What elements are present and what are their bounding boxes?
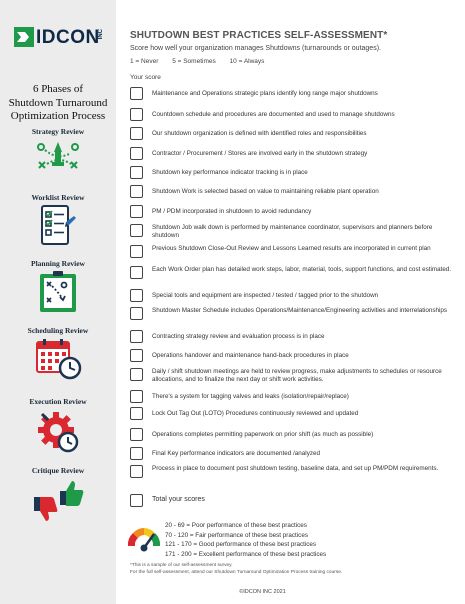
score-box[interactable] bbox=[130, 330, 143, 343]
checklist-icon bbox=[38, 204, 78, 248]
assessment-item-text: PM / PDM incorporated in shutdown to avoid redundancy bbox=[152, 208, 312, 215]
phase-execution-review bbox=[0, 397, 116, 454]
assessment-item-text: Special tools and equipment are inspected / tested / tagged prior to the shutdown bbox=[152, 292, 379, 299]
legend-poor: 20 - 69 = Poor performance of these best practices bbox=[165, 522, 307, 529]
assessment-item-text: Maintenance and Operations strategic plans identify long range major shutdowns bbox=[152, 90, 378, 97]
phase-label: Critique Review bbox=[31, 466, 85, 475]
score-box[interactable] bbox=[130, 245, 143, 258]
phase-planning-review bbox=[0, 259, 116, 316]
phase-critique-review bbox=[0, 466, 116, 523]
total-label: Total your scores bbox=[152, 496, 205, 503]
score-box[interactable] bbox=[130, 127, 143, 140]
rating-scale bbox=[130, 58, 276, 65]
idcon-logo bbox=[14, 26, 106, 48]
footnote-sample: *This is a sample of our self-assessment survey. bbox=[130, 563, 233, 568]
phase-worklist-review bbox=[0, 193, 116, 248]
score-box[interactable] bbox=[130, 205, 143, 218]
score-box[interactable] bbox=[130, 407, 143, 420]
assessment-item-text: Daily / shift shutdown meetings are held to review progress, make adjustments to schedules or resource allocations, and to finalize the next day or shift work activities. bbox=[152, 368, 442, 384]
phases-title-line: Optimization Process bbox=[10, 110, 106, 122]
score-box[interactable] bbox=[130, 428, 143, 441]
phase-label: Worklist Review bbox=[31, 193, 85, 202]
phases-title-line: 6 Phases of bbox=[32, 83, 84, 95]
phase-strategy-review bbox=[0, 127, 116, 174]
footnote-course: For the full self-assessment, attend our Shutdown Turnaround Optimization Process training course. bbox=[130, 569, 343, 575]
assessment-item-text: Operations completes permitting paperwork on prior shift (as much as possible) bbox=[152, 431, 374, 438]
score-box[interactable] bbox=[130, 368, 143, 381]
assessment-item-text: Our shutdown organization is defined with identified roles and responsibilities bbox=[152, 130, 367, 137]
score-box[interactable] bbox=[130, 166, 143, 179]
scale-never: 1 = Never bbox=[130, 58, 159, 65]
legend-excellent: 171 - 200 = Excellent performance of these best practices bbox=[165, 550, 327, 558]
score-box[interactable] bbox=[130, 266, 143, 279]
page-subtitle: Score how well your organization manages Shutdowns (turnarounds or outages). bbox=[130, 45, 381, 52]
legend-fair: 70 - 120 = Fair performance of these best practices bbox=[165, 531, 308, 539]
assessment-item-text: Previous Shutdown Close-Out Review and Lessons Learned results are incorporated in current plan bbox=[152, 245, 431, 252]
phase-scheduling-review bbox=[0, 326, 116, 381]
score-box[interactable] bbox=[130, 147, 143, 160]
assessment-item-text: Contractor / Procurement / Stores are involved early in the shutdown strategy bbox=[152, 150, 368, 157]
assessment-item-text: There's a system for tagging valves and leaks (isolation/repair/replace) bbox=[152, 393, 349, 400]
score-box[interactable] bbox=[130, 390, 143, 403]
score-box[interactable] bbox=[130, 465, 143, 478]
gauge-icon bbox=[124, 520, 164, 560]
phases-title-line: Shutdown Turnaround bbox=[8, 96, 108, 109]
assessment-item-text: Shutdown Work is selected based on value to maintaining reliable plant operation bbox=[152, 188, 379, 195]
score-box[interactable] bbox=[130, 349, 143, 362]
copyright-text: ©IDCON INC 2021 bbox=[239, 589, 286, 595]
logo-wordmark: IDCON bbox=[36, 27, 100, 48]
score-box[interactable] bbox=[130, 87, 143, 100]
phase-label: Scheduling Review bbox=[27, 326, 89, 335]
score-box[interactable] bbox=[130, 447, 143, 460]
phase-label: Strategy Review bbox=[31, 127, 85, 136]
assessment-item-text: Shutdown key performance indicator tracking is in place bbox=[152, 169, 308, 176]
scale-always: 10 = Always bbox=[229, 58, 265, 65]
assessment-item-text: Shutdown Job walk down is performed by maintenance coordinator, supervisors and planners before shutdown bbox=[152, 224, 433, 240]
copyright bbox=[0, 589, 465, 595]
assessment-item-text: Lock Out Tag Out (LOTO) Procedures continuously reviewed and updated bbox=[152, 410, 359, 417]
assessment-item-text: Each Work Order plan has detailed work steps, labor, material, tools, support functions, and cost estimated. bbox=[152, 266, 452, 273]
assessment-item-text: Countdown schedule and procedures are documented and used to manage shutdowns bbox=[152, 111, 395, 118]
phase-label: Planning Review bbox=[31, 259, 85, 268]
assessment-item-text: Process in place to document post shutdown testing, baseline data, and set up PM/PDM requirements. bbox=[152, 465, 439, 472]
strategy-play-icon bbox=[31, 138, 85, 174]
score-box[interactable] bbox=[130, 224, 143, 237]
calendar-clock-icon bbox=[34, 337, 82, 381]
idcon-logo-mark-icon bbox=[14, 27, 34, 47]
assessment-item-text: Shutdown Master Schedule includes Operations/Maintenance/Engineering activities and interrelationships bbox=[152, 307, 448, 314]
phase-label: Execution Review bbox=[29, 397, 87, 406]
scale-sometimes: 5 = Sometimes bbox=[172, 58, 216, 65]
score-box[interactable] bbox=[130, 185, 143, 198]
footnotes bbox=[130, 563, 342, 576]
legend-good: 121 - 170 = Good performance of these best practices bbox=[165, 541, 317, 548]
assessment-item-text: Contracting strategy review and evaluation process is in place bbox=[152, 333, 325, 340]
thumbs-up-down-icon bbox=[30, 477, 86, 523]
page-title: SHUTDOWN BEST PRACTICES SELF-ASSESSMENT* bbox=[130, 30, 388, 41]
score-box[interactable] bbox=[130, 108, 143, 121]
total-score-box[interactable] bbox=[130, 494, 143, 507]
logo-suffix: INC bbox=[98, 29, 104, 40]
planning-board-icon bbox=[36, 270, 80, 316]
phases-title bbox=[0, 83, 116, 124]
sidebar bbox=[0, 0, 116, 604]
assessment-item-text: Operations handover and maintenance hand-back procedures in place bbox=[152, 352, 349, 359]
assessment-item-text: Final Key performance indicators are documented /analyzed bbox=[152, 450, 321, 457]
gear-clock-icon bbox=[34, 408, 82, 454]
score-column-header: Your score bbox=[130, 74, 161, 81]
score-box[interactable] bbox=[130, 289, 143, 302]
score-legend bbox=[165, 521, 326, 559]
score-box[interactable] bbox=[130, 307, 143, 320]
